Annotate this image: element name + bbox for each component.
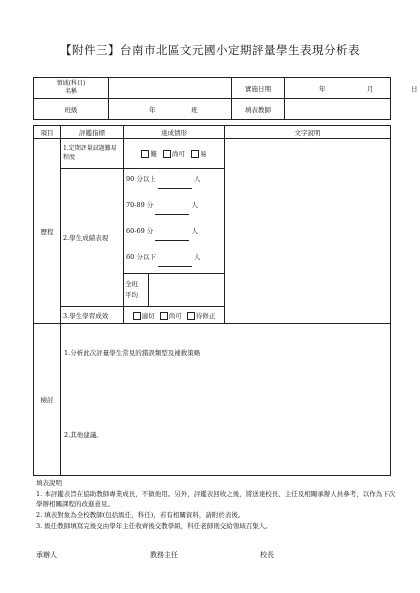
grade-label: 年 xyxy=(149,106,156,114)
checkbox-easy[interactable] xyxy=(191,150,199,158)
r3-options xyxy=(124,307,225,324)
class-value-cell[interactable] xyxy=(109,99,232,120)
class-average-value[interactable] xyxy=(149,274,224,306)
option-fair: 尚可 xyxy=(168,311,182,320)
class-label: 班級 xyxy=(34,99,109,120)
r2-indicator: 2.學生成績表現 xyxy=(61,169,124,307)
score-band-70: 70-89 分 人 xyxy=(124,195,224,221)
option-revise: 待修正 xyxy=(195,311,216,320)
instruction-3: 3. 級任教師填寫完後交由學年主任收齊後交教學組，科任老師則交給領域召集人。 xyxy=(36,522,272,530)
score-bands-cell xyxy=(124,169,225,307)
year-label: 年 xyxy=(319,85,326,93)
option-acceptable: 尚可 xyxy=(172,150,185,158)
checkbox-difficult[interactable] xyxy=(141,150,149,158)
checkbox-acceptable[interactable] xyxy=(163,150,171,158)
day-label: 日 xyxy=(411,85,418,93)
subject-value-cell[interactable] xyxy=(109,78,232,99)
subject-label-2: 名稱 xyxy=(64,88,77,95)
score-band-below-60: 60 分以下 人 xyxy=(124,247,224,273)
r1-options xyxy=(124,139,225,169)
page-title: 【附件三】台南市北區文元國小定期評量學生表現分析表 xyxy=(60,43,360,57)
col-item: 項目 xyxy=(34,126,61,139)
option-difficult: 難 xyxy=(150,150,157,158)
month-label: 月 xyxy=(367,85,374,93)
col-indicator: 評鑑指標 xyxy=(61,126,124,139)
section-level: 歷程 xyxy=(34,139,61,324)
review-item-1: 1.分析此次評量學生常見的錯誤類型及補救策略 xyxy=(64,349,201,357)
instructions-heading: 填表說明 xyxy=(36,479,62,487)
score-blank-90[interactable] xyxy=(158,182,192,189)
header-table xyxy=(33,77,418,120)
instruction-1: 1. 本評鑑表旨在協助教師專業成長，不做他用。另外，評鑑表回收之後，將送達校長、主任及相關承辦人員參考，以作為下次學辦相關課程的改進意見。 xyxy=(36,490,396,508)
review-item-2: 2.其他建議。 xyxy=(64,431,103,439)
teacher-value-cell[interactable] xyxy=(285,99,391,120)
score-band-90: 90 分以上 人 xyxy=(124,169,224,195)
checkbox-revise[interactable] xyxy=(187,312,195,320)
subject-label-cell xyxy=(34,78,109,99)
score-band-60: 60-69 分 人 xyxy=(124,221,224,247)
signature-academic-director: 教務主任 xyxy=(150,551,178,559)
option-appropriate: 適切 xyxy=(141,311,155,320)
r3-indicator: 3.學生學習成效 xyxy=(61,307,124,324)
subject-label-1: 領域(科目) xyxy=(56,79,86,87)
signature-principal: 校長 xyxy=(260,551,274,559)
analysis-table xyxy=(33,125,391,476)
col-description: 文字說明 xyxy=(225,126,391,139)
signature-handler: 承辦人 xyxy=(36,551,57,559)
class-unit-label: 班 xyxy=(191,106,198,114)
score-blank-60[interactable] xyxy=(155,234,189,241)
instruction-2: 2. 填表對象為全校教師(包括級任、科任)，若有相關資料，請附於表後。 xyxy=(36,511,245,519)
option-easy: 易 xyxy=(200,150,207,158)
r1-indicator: 1.定期評量試題難易程度 xyxy=(61,139,124,169)
col-status: 達成情形 xyxy=(124,126,225,139)
score-blank-below-60[interactable] xyxy=(158,260,192,267)
date-label: 實施日期 xyxy=(232,78,285,99)
class-average-label: 全班 平均 xyxy=(124,274,149,306)
teacher-label: 填表教師 xyxy=(232,99,285,120)
checkbox-fair[interactable] xyxy=(160,312,168,320)
date-value-cell[interactable] xyxy=(285,78,418,99)
checkbox-appropriate[interactable] xyxy=(133,312,141,320)
score-blank-70[interactable] xyxy=(155,208,189,215)
review-cell[interactable] xyxy=(61,324,391,476)
class-average-row xyxy=(124,273,224,306)
level-description-cell[interactable] xyxy=(225,139,391,324)
section-review: 檢討 xyxy=(34,324,61,476)
instructions xyxy=(36,478,396,532)
